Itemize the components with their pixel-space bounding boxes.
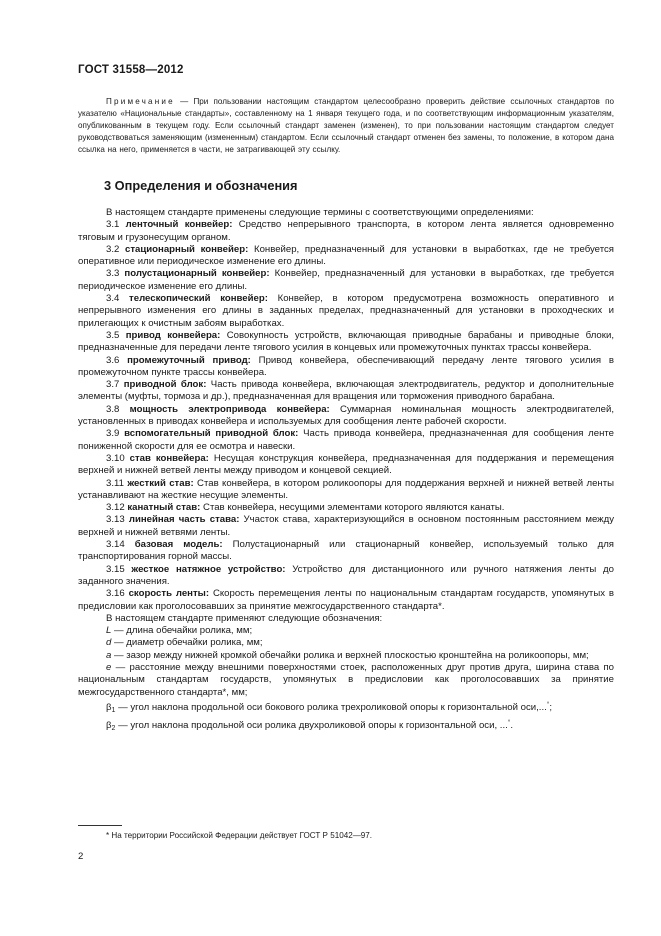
definition-3-8: 3.8 мощность электропривода конвейера: Суммарная номинальная мощность электродвигателей, установленных в приводах конвейера и используемых для сообщения ленте рабочей скорости. — [78, 403, 614, 428]
term: приводной блок: — [123, 379, 207, 391]
definition-3-15: 3.15 жесткое натяжное устройство: Устройство для дистанционного или ручного натяжения ленты до заданного значения. — [78, 563, 614, 587]
term: скорость ленты: — [128, 588, 210, 600]
note-text: — При пользовании настоящим стандартом целесообразно проверить действие ссылочных стандартов по указателю «Национальные стандарты», составленному на 1 января текущего года, и по соответствующим информационным указателям, опубликованным в текущем году. Если ссылочный стандарт заменен (изменен), то при пользовании настоящим стандартом следует руководствоваться заменяющим (измененным) стандартом. Если ссылочный стандарт отменен без замены, то положение, в котором дана ссылка на него, применяется в части, не затрагивающей эту ссылку. — [78, 97, 614, 155]
definition-3-7: 3.7 приводной блок: Часть привода конвейера, включающая электродвигатель, редуктор и дополнительные элементы (муфты, тормоза и др.), предназначенная для вращения или торможения приводного барабана. — [78, 379, 614, 403]
term: жесткий став: — [127, 477, 194, 489]
term: полустационарный конвейер: — [124, 268, 270, 280]
document-header: ГОСТ 31558—2012 — [78, 64, 184, 76]
term: мощность электропривода конвейера: — [129, 403, 330, 415]
designation-d: d — диаметр обечайки ролика, мм; — [106, 637, 263, 649]
term: канатный став: — [127, 502, 201, 514]
definition-3-11: 3.11 жесткий став: Став конвейера, в котором роликоопоры для поддержания верхней и нижней ветвей ленты устанавливают на жесткие несущие элементы. — [78, 477, 614, 501]
definition-3-9: 3.9 вспомогательный приводной блок: Часть привода конвейера, предназначенная для сообщения ленте пониженной скорости для ее осмотра и навески. — [78, 428, 614, 452]
term: ленточный конвейер: — [125, 219, 233, 231]
page-number: 2 — [78, 851, 84, 862]
section-body — [78, 207, 614, 735]
designation-beta2: $\beta_2$ — угол наклона продольной оси ролика двухроликовой опоры к горизонтальной оси, ...°. — [106, 719, 514, 733]
term: базовая модель: — [134, 539, 223, 551]
symbol: β — [106, 720, 112, 732]
designation-L: L — длина обечайки ролика, мм; — [106, 625, 253, 637]
definition-3-16: 3.16 скорость ленты: Скорость перемещения ленты по национальным стандартам государств, упомянутых в предисловии как проголосовавших за принятие межгосударственного стандарта*. — [78, 588, 614, 612]
designations-intro: В настоящем стандарте применяют следующие обозначения: — [106, 612, 383, 624]
definition-3-3: 3.3 полустационарный конвейер: Конвейер, предназначенный для установки в выработках, где требуется периодическое изменение его длины. — [78, 268, 615, 292]
symbol: L — [106, 625, 112, 637]
term: телескопический конвейер: — [129, 293, 268, 305]
reference-note — [78, 96, 614, 156]
footnote-separator — [78, 825, 122, 826]
definition-3-10: 3.10 став конвейера: Несущая конструкция конвейера, предназначенная для поддержания и перемещения верхней и нижней ветвей ленты между приводом и концевой секцией. — [78, 452, 615, 477]
definition-3-6: 3.6 промежуточный привод: Привод конвейера, обеспечивающий передачу ленте тягового усилия в промежуточном пункте трассы конвейера. — [78, 354, 614, 378]
definitions-intro: В настоящем стандарте применены следующие термины с соответствующими определениями: — [106, 207, 534, 218]
symbol: d — [106, 637, 112, 649]
definition-3-13: 3.13 линейная часть става: Участок става, характеризующийся в основном постоянным расстоянием между верхней и нижней ветвями ленты. — [78, 514, 614, 538]
symbol: e — [106, 661, 112, 673]
designation-beta1: $\beta_1$ — угол наклона продольной оси бокового ролика трехроликовой опоры к горизонтальной оси,...°; — [106, 700, 553, 714]
term: вспомогательный приводной блок: — [124, 428, 299, 440]
definition-3-14: 3.14 базовая модель: Полустационарный или стационарный конвейер, используемый только для транспортирования горной массы. — [78, 539, 614, 563]
symbol: a — [106, 649, 112, 661]
footnote: * На территории Российской Федерации действует ГОСТ Р 51042—97. — [106, 831, 373, 840]
section-title: 3 Определения и обозначения — [104, 178, 298, 193]
note-label: Примечание — [106, 97, 175, 106]
definition-3-12: 3.12 канатный став: Став конвейера, несущими элементами которого являются канаты. — [106, 502, 505, 514]
designation-a: a — зазор между нижней кромкой обечайки ролика и верхней плоскостью кронштейна на роликоопоры, мм; — [106, 649, 589, 661]
definition-3-4: 3.4 телескопический конвейер: Конвейер, в котором предусмотрена возможность оперативного и непрерывного изменения его длины в заданных пределах, предназначенный для установки в проходческих и прилегающих к очистным забоям выработках. — [78, 293, 614, 329]
definition-3-1: 3.1 ленточный конвейер: Средство непрерывного транспорта, в котором лента является одновременно тяговым и грузонесущим органом. — [78, 219, 614, 243]
definition-3-2: 3.2 стационарный конвейер: Конвейер, предназначенный для установки в выработках, где не требуется оперативное или периодическое изменение его длины. — [78, 243, 614, 268]
term: став конвейера: — [129, 452, 209, 464]
designation-e: e — расстояние между внешними поверхностями стоек, расположенных друг против друга, ширина става по национальным стандартам государств, упомянутых в предисловии как проголосовавших за принятие межгосударственного стандарта*, мм; — [78, 661, 614, 698]
symbol: β — [106, 701, 112, 713]
definition-3-5: 3.5 привод конвейера: Совокупность устройств, включающая приводные барабаны и приводные блоки, предназначенные для передачи ленте тягового усилия в концевых или промежуточных пунктах трассы конвейера. — [78, 329, 614, 354]
term: промежуточный привод: — [127, 354, 251, 366]
term: стационарный конвейер: — [125, 243, 249, 255]
term: жесткое натяжное устройство: — [131, 563, 286, 575]
term: привод конвейера: — [125, 329, 221, 341]
term: линейная часть става: — [128, 514, 240, 526]
